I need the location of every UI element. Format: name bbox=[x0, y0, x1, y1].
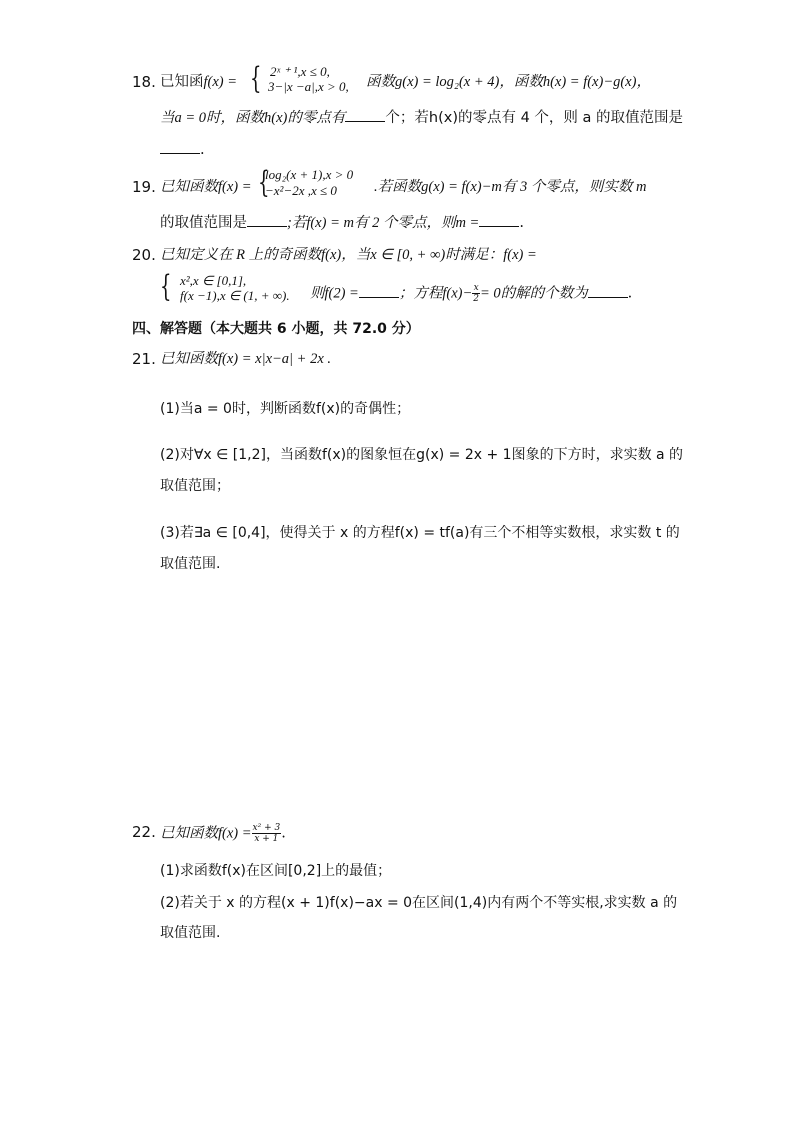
q21-stem: 已知函数f(x) = x|x−a| + 2x . bbox=[160, 351, 332, 367]
q20-number: 20. bbox=[132, 246, 156, 264]
q21-part1: (1)当a = 0时，判断函数f(x)的奇偶性； bbox=[160, 401, 411, 417]
q19-line2b: ;若f(x) = m有 2 个零点，则m = bbox=[287, 215, 480, 231]
q18-line2a: 当a = 0时，函数h(x)的零点有 bbox=[160, 110, 346, 126]
q18-piece2: 3−|x −a|,x > 0, bbox=[268, 79, 349, 94]
q21-part3-line1: (3)若∃a ∈ [0,4]，使得关于 x 的方程f(x) = tf(a)有三个不相等实数根，求实数 t 的 bbox=[160, 525, 680, 541]
q18-lead-text: 已知函 bbox=[160, 74, 204, 90]
q22-fraction bbox=[252, 823, 282, 844]
section-heading: 四、解答题（本大题共 6 小题，共 72.0 分） bbox=[132, 321, 420, 337]
q20-mid3: = 0的解的个数为 bbox=[480, 285, 588, 302]
q18-line3-end: . bbox=[200, 142, 205, 158]
q18-brace: { bbox=[250, 61, 262, 96]
q20-frac-num: x bbox=[473, 283, 479, 293]
q18-piece1: 2ˣ ⁺ ¹,x ≤ 0, bbox=[270, 64, 330, 79]
q19-lead: 已知函数f(x) = bbox=[160, 179, 252, 195]
q19-piece2: −x²−2x ,x ≤ 0 bbox=[265, 183, 337, 198]
q21-number: 21. bbox=[132, 350, 156, 368]
q19-line2a: 的取值范围是 bbox=[160, 215, 247, 231]
q20-mid1: 则f(2) = bbox=[310, 285, 359, 302]
q20-brace: { bbox=[160, 269, 172, 304]
q20-end: . bbox=[627, 285, 633, 302]
q22-lead: 已知函数f(x) = bbox=[160, 825, 252, 842]
q22-frac-den: x + 1 bbox=[254, 834, 279, 844]
q18-mid: 函数g(x) = log₂(x + 4)，函数h(x) = f(x)−g(x)， bbox=[366, 74, 651, 90]
q19-blank1 bbox=[247, 214, 287, 227]
q18-blank1 bbox=[345, 109, 385, 122]
q20-blank1 bbox=[359, 285, 399, 298]
q18-line2 bbox=[160, 109, 683, 127]
q22-part2-line1: (2)若关于 x 的方程(x + 1)f(x)−ax = 0在区间(1,4)内有两个不等实根,求实数 a 的 bbox=[160, 895, 678, 911]
q20-line1: 已知定义在 R 上的奇函数f(x)，当x ∈ [0, + ∞)时满足：f(x) = bbox=[160, 247, 537, 263]
q20-frac-den: 2 bbox=[473, 294, 479, 304]
q19-mid: .若函数g(x) = f(x)−m有 3 个零点，则实数 m bbox=[374, 179, 647, 195]
q18-fx: f(x) = bbox=[203, 74, 238, 90]
q21-part3-line2: 取值范围. bbox=[160, 556, 221, 572]
q20-mid bbox=[310, 283, 632, 304]
q19-piece1: log₂(x + 1),x > 0 bbox=[265, 167, 354, 182]
q20-fraction bbox=[472, 283, 480, 304]
q18-line2b: 个；若h(x)的零点有 4 个，则 a 的取值范围是 bbox=[385, 110, 684, 126]
q21-part2-line2: 取值范围； bbox=[160, 478, 230, 494]
q18-line3 bbox=[160, 141, 205, 159]
q19-blank2 bbox=[479, 214, 519, 227]
q19-number: 19. bbox=[132, 178, 156, 196]
q22-part1: (1)求函数f(x)在区间[0,2]上的最值； bbox=[160, 863, 392, 879]
q22-number: 22. bbox=[132, 823, 156, 841]
q18-number: 18. bbox=[132, 73, 156, 91]
q18-lead bbox=[160, 73, 237, 91]
q22-end: . bbox=[281, 825, 286, 842]
q19-line2c: . bbox=[519, 215, 524, 231]
q21-part2-line1: (2)对∀x ∈ [1,2]，当函数f(x)的图象恒在g(x) = 2x + 1图象的下方时，求实数 a 的 bbox=[160, 447, 684, 463]
q19-brace: { bbox=[258, 165, 270, 200]
q20-mid2: ；方程f(x)− bbox=[398, 285, 473, 302]
q20-blank2 bbox=[588, 285, 628, 298]
q20-piece2: f(x −1),x ∈ (1, + ∞). bbox=[180, 288, 290, 303]
q20-piece1: x²,x ∈ [0,1], bbox=[180, 273, 247, 288]
q19-line2 bbox=[160, 214, 524, 232]
q18-blank2 bbox=[160, 141, 200, 154]
q22-part2-line2: 取值范围. bbox=[160, 925, 221, 941]
q22-frac-num: x² + 3 bbox=[252, 823, 281, 833]
q22-stem bbox=[160, 823, 286, 844]
